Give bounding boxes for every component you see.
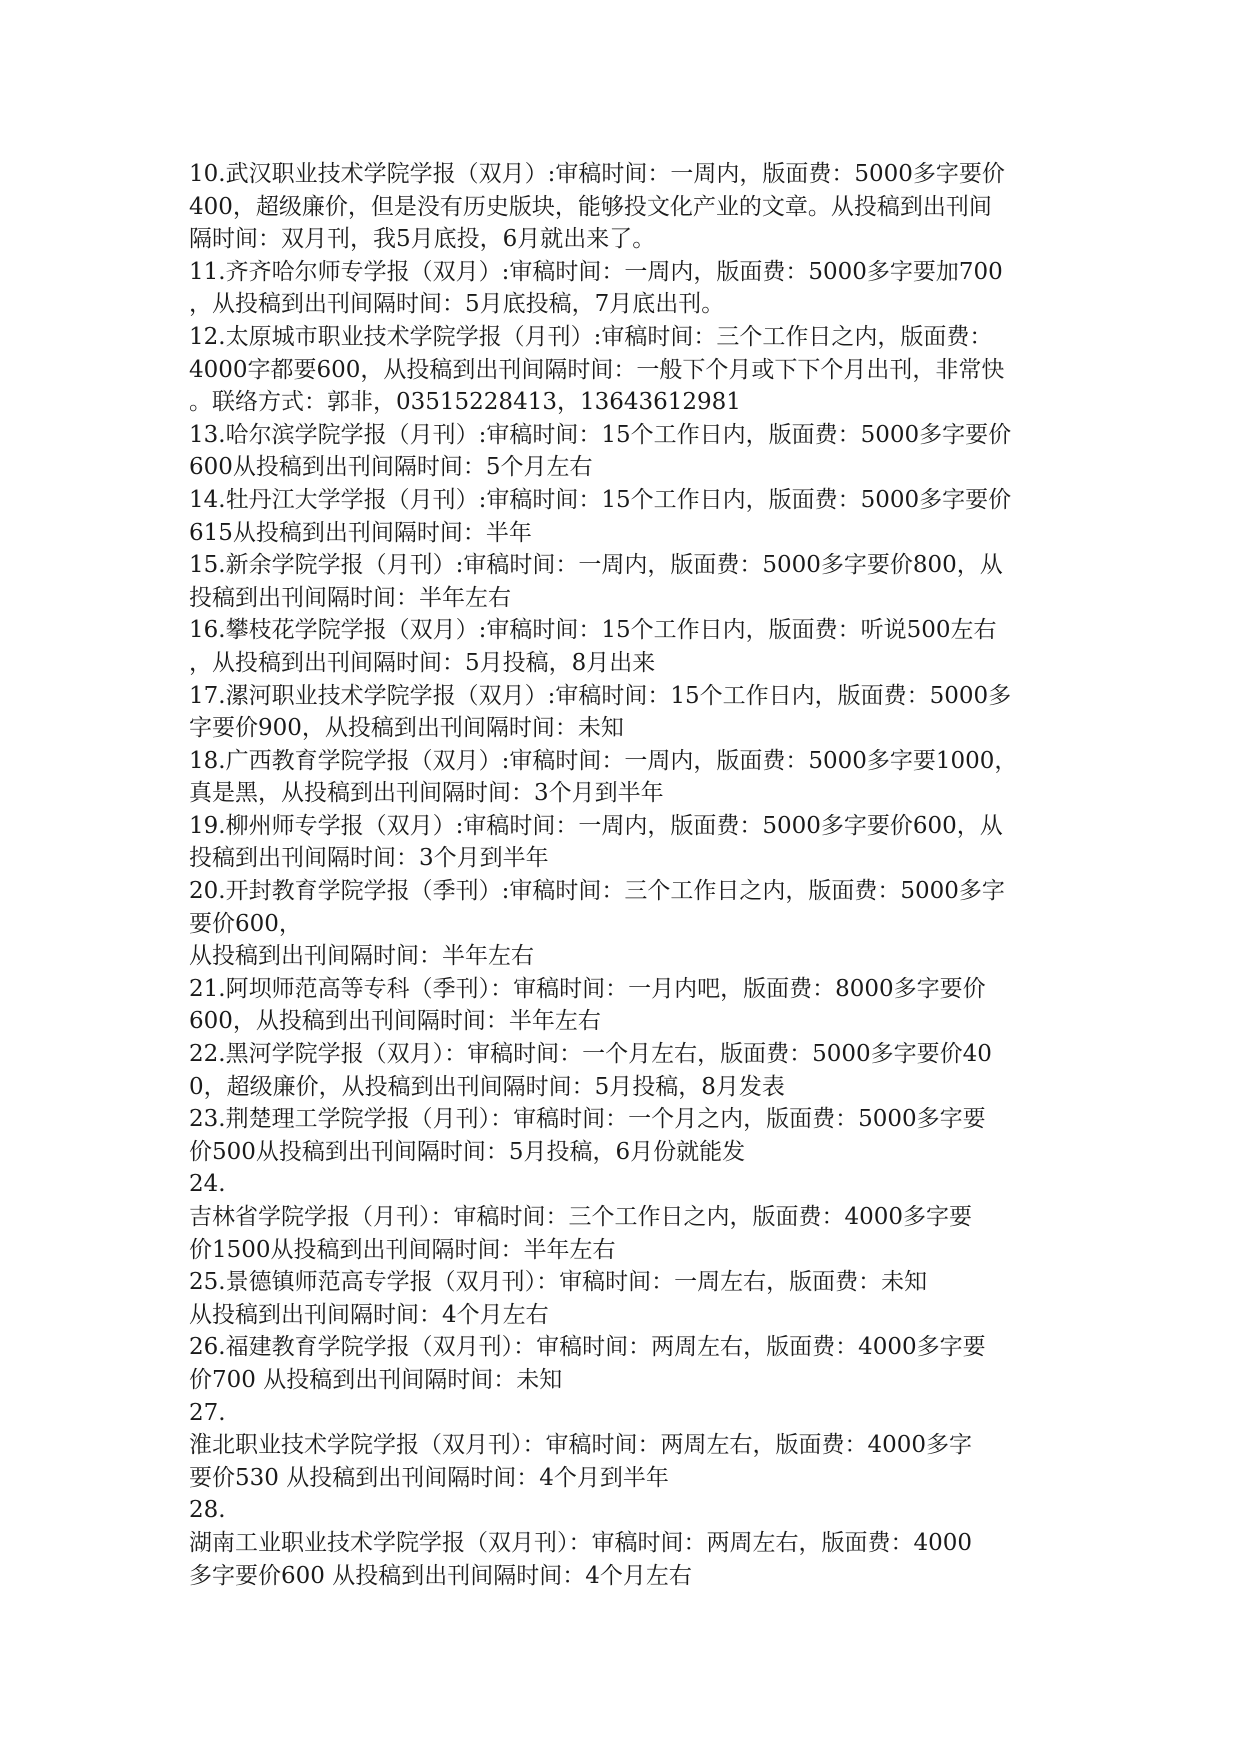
text-line: 24. [189, 1171, 226, 1198]
text-line: 0，超级廉价，从投稿到出刊间隔时间：5月投稿，8月发表 [189, 1073, 785, 1100]
text-line: 16.攀枝花学院学报（双月）:审稿时间：15个工作日内，版面费：听说500左右 [189, 617, 997, 644]
document-body [189, 158, 1069, 1592]
text-line: 19.柳州师专学报（双月）:审稿时间：一周内，版面费：5000多字要价600，从 [189, 812, 1003, 839]
text-line: 400，超级廉价，但是没有历史版块，能够投文化产业的文章。从投稿到出刊间 [189, 193, 992, 220]
text-line: 投稿到出刊间隔时间：半年左右 [189, 584, 511, 611]
text-line: 28. [189, 1497, 226, 1524]
text-line: 隔时间：双月刊，我5月底投，6月就出来了。 [189, 226, 656, 253]
text-line: 615从投稿到出刊间隔时间：半年 [189, 519, 532, 546]
text-line: 从投稿到出刊间隔时间：半年左右 [189, 943, 534, 970]
text-line: 18.广西教育学院学报（双月）:审稿时间：一周内，版面费：5000多字要1000， [189, 747, 1018, 774]
text-line: 600，从投稿到出刊间隔时间：半年左右 [189, 1008, 601, 1035]
text-line: 价700 从投稿到出刊间隔时间：未知 [189, 1366, 563, 1393]
text-line: 价500从投稿到出刊间隔时间：5月投稿，6月份就能发 [189, 1138, 746, 1165]
text-line: 22.黑河学院学报（双月）：审稿时间：一个月左右，版面费：5000多字要价40 [189, 1041, 992, 1068]
text-line: 26.福建教育学院学报（双月刊）：审稿时间：两周左右，版面费：4000多字要 [189, 1334, 986, 1361]
text-line: 。联络方式：郭非，03515228413，13643612981 [189, 389, 741, 416]
text-line: 25.景德镇师范高专学报（双月刊）：审稿时间：一周左右，版面费：未知 [189, 1269, 928, 1296]
text-line: ，从投稿到出刊间隔时间：5月投稿，8月出来 [189, 649, 656, 676]
text-line: 13.哈尔滨学院学报（月刊）:审稿时间：15个工作日内，版面费：5000多字要价 [189, 421, 1012, 448]
text-line: 4000字都要600，从投稿到出刊间隔时间：一般下个月或下下个月出刊，非常快 [189, 356, 1005, 383]
text-line: 17.漯河职业技术学院学报（双月）:审稿时间：15个工作日内，版面费：5000多 [189, 682, 1012, 709]
text-line: 要价600， [189, 910, 302, 937]
text-line: 湖南工业职业技术学院学报（双月刊）：审稿时间：两周左右，版面费：4000 [189, 1529, 973, 1556]
text-line: 投稿到出刊间隔时间：3个月到半年 [189, 845, 549, 872]
text-line: 要价530 从投稿到出刊间隔时间：4个月到半年 [189, 1464, 669, 1491]
text-line: ，从投稿到出刊间隔时间：5月底投稿，7月底出刊。 [189, 291, 725, 318]
text-line: 14.牡丹江大学学报（月刊）:审稿时间：15个工作日内，版面费：5000多字要价 [189, 486, 1012, 513]
text-line: 真是黑，从投稿到出刊间隔时间：3个月到半年 [189, 780, 664, 807]
text-line: 字要价900，从投稿到出刊间隔时间：未知 [189, 715, 624, 742]
text-line: 21.阿坝师范高等专科（季刊）：审稿时间：一月内吧，版面费：8000多字要价 [189, 975, 986, 1002]
text-line: 吉林省学院学报（月刊）：审稿时间：三个工作日之内，版面费：4000多字要 [189, 1204, 973, 1230]
text-line: 600从投稿到出刊间隔时间：5个月左右 [189, 454, 593, 481]
text-line: 11.齐齐哈尔师专学报（双月）:审稿时间：一周内，版面费：5000多字要加700 [189, 258, 1003, 285]
text-line: 12.太原城市职业技术学院学报（月刊）:审稿时间：三个工作日之内，版面费： [189, 323, 993, 350]
text-line: 价1500从投稿到出刊间隔时间：半年左右 [189, 1236, 616, 1263]
text-line: 多字要价600 从投稿到出刊间隔时间：4个月左右 [189, 1562, 692, 1589]
text-line: 从投稿到出刊间隔时间：4个月左右 [189, 1301, 549, 1328]
text-line: 27. [189, 1399, 226, 1426]
text-line: 15.新余学院学报（月刊）:审稿时间：一周内，版面费：5000多字要价800，从 [189, 552, 1003, 579]
text-line: 10.武汉职业技术学院学报（双月）:审稿时间：一周内，版面费：5000多字要价 [189, 161, 1005, 187]
text-line: 20.开封教育学院学报（季刊）:审稿时间：三个工作日之内，版面费：5000多字 [189, 878, 1005, 905]
text-line: 淮北职业技术学院学报（双月刊）：审稿时间：两周左右，版面费：4000多字 [189, 1432, 973, 1459]
text-line: 23.荆楚理工学院学报（月刊）：审稿时间：一个月之内，版面费：5000多字要 [189, 1106, 986, 1133]
